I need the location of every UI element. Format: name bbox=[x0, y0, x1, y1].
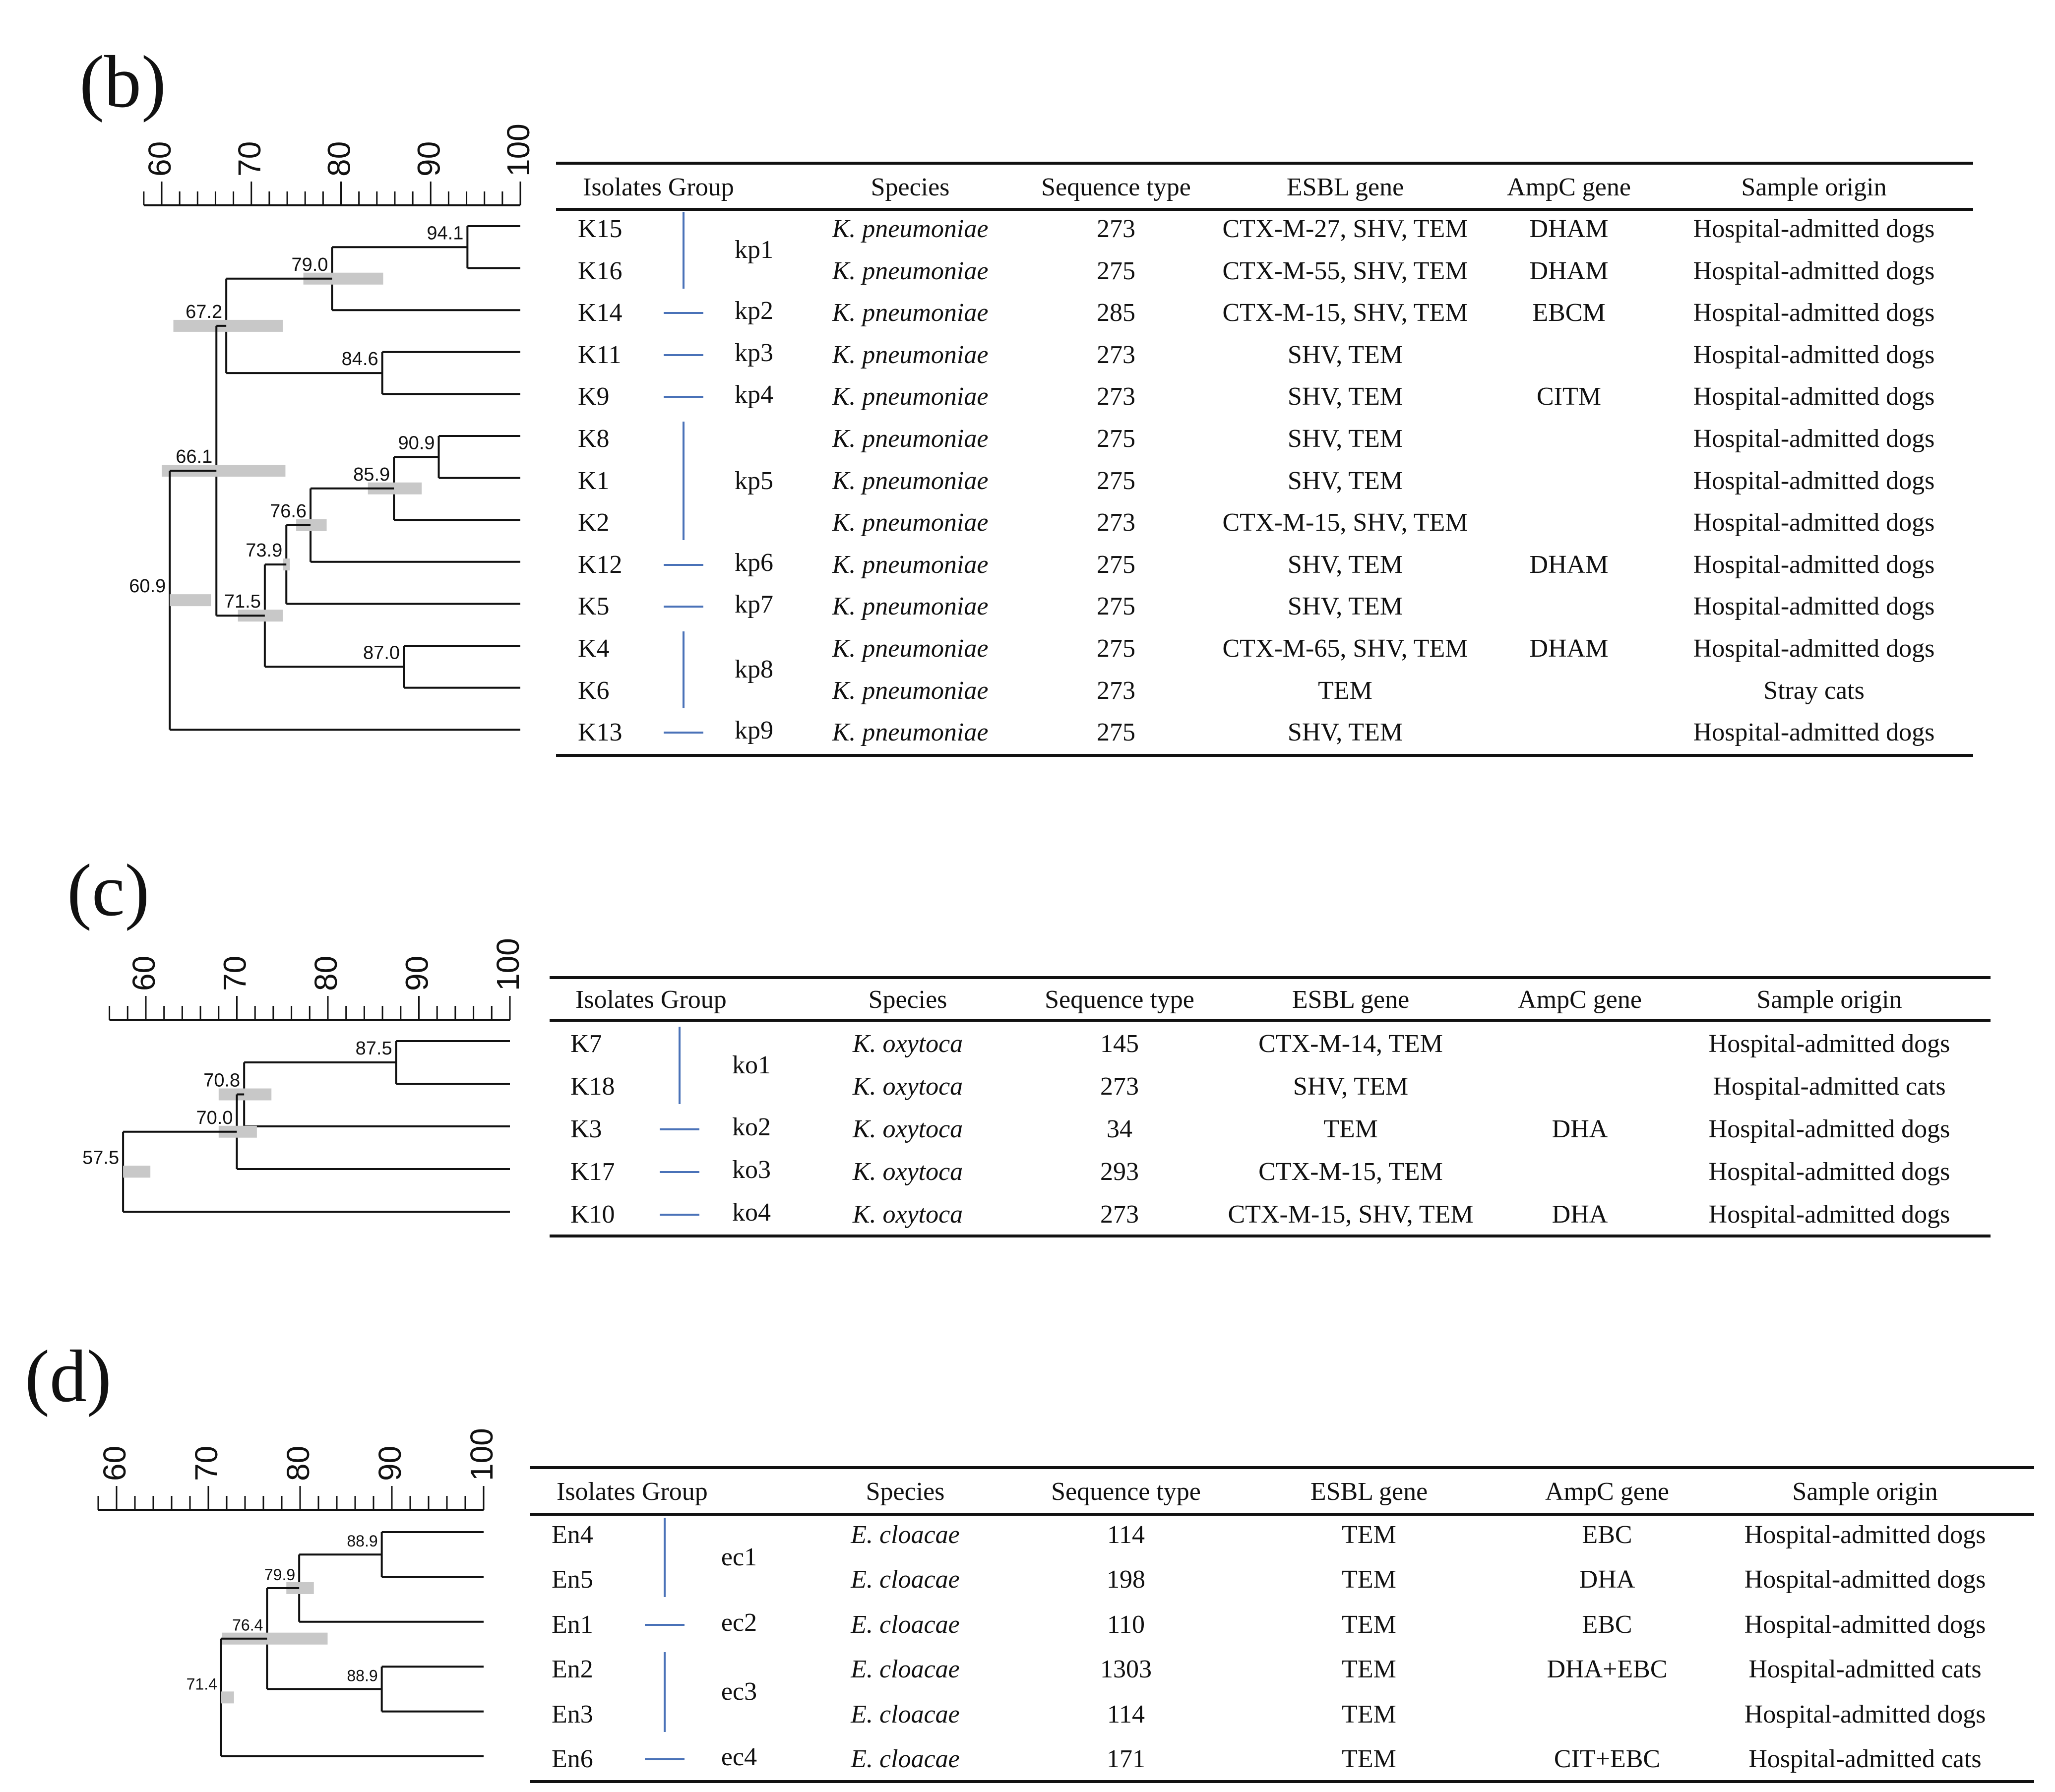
header-sample-origin: Sample origin bbox=[1756, 986, 1902, 1014]
group-bracket bbox=[683, 631, 685, 708]
cell-species: K. pneumoniae bbox=[832, 676, 989, 705]
cell-sequence-type: 273 bbox=[1097, 676, 1135, 705]
group-bracket bbox=[664, 1652, 666, 1731]
group-bracket bbox=[660, 1128, 699, 1130]
cell-isolate: K10 bbox=[570, 1200, 615, 1229]
group-label: ec4 bbox=[721, 1743, 757, 1771]
axis-tick-label: 60 bbox=[126, 955, 162, 991]
cell-sample-origin: Hospital-admitted dogs bbox=[1693, 718, 1935, 747]
node-similarity-label: 76.6 bbox=[270, 500, 307, 522]
axis-tick-label: 100 bbox=[464, 1428, 499, 1481]
cell-species: K. oxytoca bbox=[852, 1030, 963, 1058]
cell-species: K. oxytoca bbox=[852, 1158, 963, 1186]
cell-sequence-type: 293 bbox=[1100, 1158, 1139, 1186]
header-isolates-group: Isolates Group bbox=[583, 173, 734, 201]
cell-species: E. cloacae bbox=[851, 1610, 960, 1639]
cell-species: K. pneumoniae bbox=[832, 340, 989, 369]
group-label: kp1 bbox=[735, 236, 773, 264]
cell-esbl-gene: TEM bbox=[1318, 676, 1372, 705]
group-bracket bbox=[683, 422, 685, 540]
cell-sequence-type: 198 bbox=[1107, 1565, 1145, 1594]
cell-esbl-gene: CTX-M-15, SHV, TEM bbox=[1228, 1200, 1474, 1229]
cell-esbl-gene: TEM bbox=[1342, 1610, 1396, 1639]
cell-isolate: K8 bbox=[578, 425, 610, 453]
cell-species: E. cloacae bbox=[851, 1655, 960, 1684]
group-bracket bbox=[664, 732, 703, 734]
node-similarity-label: 85.9 bbox=[353, 464, 390, 485]
cell-sample-origin: Hospital-admitted cats bbox=[1748, 1655, 1982, 1684]
cell-sample-origin: Hospital-admitted dogs bbox=[1693, 299, 1935, 327]
isolates-table-c bbox=[550, 976, 1991, 1237]
cell-isolate: En5 bbox=[552, 1565, 593, 1594]
group-label: kp7 bbox=[735, 590, 773, 619]
cell-sequence-type: 114 bbox=[1107, 1700, 1145, 1729]
header-isolates-group: Isolates Group bbox=[557, 1478, 708, 1506]
cell-isolate: K11 bbox=[578, 340, 622, 369]
node-similarity-label: 70.0 bbox=[196, 1107, 233, 1128]
axis-tick-label: 70 bbox=[217, 955, 253, 991]
cell-isolate: K2 bbox=[578, 508, 610, 537]
error-bar bbox=[221, 1691, 234, 1703]
cell-isolate: K16 bbox=[578, 256, 623, 285]
header-sequence-type: Sequence type bbox=[1041, 173, 1191, 201]
group-bracket bbox=[660, 1214, 699, 1216]
cell-ampc-gene: DHAM bbox=[1529, 634, 1609, 663]
group-bracket bbox=[664, 354, 703, 356]
axis-tick-label: 90 bbox=[411, 141, 447, 177]
cell-sample-origin: Hospital-admitted dogs bbox=[1744, 1565, 1986, 1594]
node-similarity-label: 60.9 bbox=[129, 576, 166, 597]
group-bracket bbox=[664, 312, 703, 314]
cell-species: K. pneumoniae bbox=[832, 425, 989, 453]
header-ampc-gene: AmpC gene bbox=[1507, 173, 1631, 201]
cell-esbl-gene: SHV, TEM bbox=[1287, 592, 1403, 621]
cell-ampc-gene: DHA+EBC bbox=[1547, 1655, 1668, 1684]
cell-sample-origin: Hospital-admitted dogs bbox=[1693, 382, 1935, 411]
cell-isolate: K17 bbox=[570, 1158, 615, 1186]
axis-tick-label: 60 bbox=[142, 141, 178, 177]
cell-sample-origin: Hospital-admitted dogs bbox=[1693, 592, 1935, 621]
axis-tick-label: 100 bbox=[490, 938, 526, 991]
cell-ampc-gene: EBCM bbox=[1532, 299, 1606, 327]
header-esbl-gene: ESBL gene bbox=[1310, 1478, 1428, 1506]
cell-sample-origin: Hospital-admitted dogs bbox=[1708, 1200, 1950, 1229]
cell-sample-origin: Hospital-admitted dogs bbox=[1693, 634, 1935, 663]
cell-esbl-gene: TEM bbox=[1342, 1521, 1396, 1549]
header-sequence-type: Sequence type bbox=[1051, 1478, 1201, 1506]
group-bracket bbox=[664, 396, 703, 398]
cell-isolate: K12 bbox=[578, 550, 623, 579]
group-bracket bbox=[664, 1518, 666, 1597]
cell-isolate: En3 bbox=[552, 1700, 593, 1729]
cell-species: K. pneumoniae bbox=[832, 718, 989, 747]
group-label: kp9 bbox=[735, 716, 773, 745]
cell-species: K. pneumoniae bbox=[832, 634, 989, 663]
cell-ampc-gene: CITM bbox=[1537, 382, 1601, 411]
node-similarity-label: 87.5 bbox=[355, 1038, 392, 1059]
cell-esbl-gene: CTX-M-27, SHV, TEM bbox=[1222, 215, 1468, 243]
group-label: kp3 bbox=[735, 338, 773, 367]
cell-sequence-type: 114 bbox=[1107, 1521, 1145, 1549]
axis-tick-label: 90 bbox=[399, 955, 435, 991]
node-similarity-label: 87.0 bbox=[363, 642, 400, 664]
header-sample-origin: Sample origin bbox=[1741, 173, 1887, 201]
cell-sequence-type: 285 bbox=[1097, 299, 1135, 327]
node-similarity-label: 66.1 bbox=[176, 446, 213, 468]
node-similarity-label: 94.1 bbox=[427, 223, 464, 244]
axis-tick-label: 100 bbox=[500, 124, 536, 177]
isolates-table-b bbox=[556, 162, 1973, 757]
group-label: ko2 bbox=[732, 1113, 771, 1141]
node-similarity-label: 71.4 bbox=[186, 1675, 217, 1693]
cell-species: K. pneumoniae bbox=[832, 256, 989, 285]
header-species: Species bbox=[868, 986, 947, 1014]
cell-sequence-type: 275 bbox=[1097, 425, 1135, 453]
cell-isolate: K18 bbox=[570, 1072, 615, 1101]
cell-esbl-gene: TEM bbox=[1342, 1655, 1396, 1684]
cell-ampc-gene: DHA bbox=[1552, 1200, 1608, 1229]
cell-isolate: En4 bbox=[552, 1521, 593, 1549]
cell-esbl-gene: SHV, TEM bbox=[1287, 382, 1403, 411]
cell-sample-origin: Hospital-admitted cats bbox=[1748, 1745, 1982, 1773]
group-label: ko3 bbox=[732, 1156, 771, 1184]
group-label: ko1 bbox=[732, 1051, 771, 1079]
cell-sequence-type: 273 bbox=[1097, 340, 1135, 369]
group-label: kp6 bbox=[735, 548, 773, 577]
cell-isolate: K4 bbox=[578, 634, 610, 663]
cell-esbl-gene: CTX-M-55, SHV, TEM bbox=[1222, 256, 1468, 285]
cell-sequence-type: 273 bbox=[1100, 1072, 1139, 1101]
cell-isolate: En6 bbox=[552, 1745, 593, 1773]
cell-ampc-gene: DHA bbox=[1552, 1115, 1608, 1143]
cell-isolate: En2 bbox=[552, 1655, 593, 1684]
cell-esbl-gene: SHV, TEM bbox=[1287, 550, 1403, 579]
cell-species: E. cloacae bbox=[851, 1521, 960, 1549]
cell-isolate: K3 bbox=[570, 1115, 602, 1143]
table-header bbox=[550, 979, 1991, 1022]
cell-ampc-gene: DHA bbox=[1579, 1565, 1635, 1594]
group-bracket bbox=[664, 564, 703, 566]
group-bracket bbox=[683, 212, 685, 289]
cell-ampc-gene: CIT+EBC bbox=[1554, 1745, 1661, 1773]
header-sequence-type: Sequence type bbox=[1045, 986, 1194, 1014]
cell-species: K. pneumoniae bbox=[832, 508, 989, 537]
cell-isolate: K5 bbox=[578, 592, 610, 621]
cell-sequence-type: 275 bbox=[1097, 466, 1135, 495]
cell-species: K. pneumoniae bbox=[832, 382, 989, 411]
cell-species: K. pneumoniae bbox=[832, 550, 989, 579]
cell-ampc-gene: DHAM bbox=[1529, 550, 1609, 579]
node-similarity-label: 90.9 bbox=[398, 433, 435, 454]
cell-isolate: K14 bbox=[578, 299, 623, 327]
group-label: ec3 bbox=[721, 1677, 757, 1706]
cell-sequence-type: 275 bbox=[1097, 550, 1135, 579]
node-similarity-label: 76.4 bbox=[232, 1616, 263, 1634]
cell-isolate: K9 bbox=[578, 382, 610, 411]
cell-sequence-type: 1303 bbox=[1100, 1655, 1152, 1684]
group-bracket bbox=[645, 1624, 685, 1626]
cell-sample-origin: Hospital-admitted dogs bbox=[1744, 1700, 1986, 1729]
node-similarity-label: 88.9 bbox=[347, 1667, 378, 1685]
cell-isolate: En1 bbox=[552, 1610, 593, 1639]
cell-sequence-type: 110 bbox=[1107, 1610, 1145, 1639]
cell-esbl-gene: CTX-M-14, TEM bbox=[1258, 1030, 1443, 1058]
node-similarity-label: 73.9 bbox=[246, 540, 283, 561]
group-label: kp2 bbox=[735, 297, 773, 325]
error-bar bbox=[170, 594, 211, 606]
cell-esbl-gene: SHV, TEM bbox=[1287, 425, 1403, 453]
cell-ampc-gene: DHAM bbox=[1529, 256, 1609, 285]
group-label: kp5 bbox=[735, 466, 773, 495]
cell-isolate: K1 bbox=[578, 466, 610, 495]
cell-sequence-type: 273 bbox=[1097, 508, 1135, 537]
cell-esbl-gene: CTX-M-65, SHV, TEM bbox=[1222, 634, 1468, 663]
cell-sample-origin: Hospital-admitted dogs bbox=[1708, 1030, 1950, 1058]
axis-tick-label: 80 bbox=[280, 1445, 316, 1481]
axis-tick-label: 90 bbox=[372, 1445, 408, 1481]
group-label: ec2 bbox=[721, 1608, 757, 1637]
group-bracket bbox=[679, 1027, 681, 1104]
cell-esbl-gene: SHV, TEM bbox=[1287, 466, 1403, 495]
cell-esbl-gene: SHV, TEM bbox=[1293, 1072, 1409, 1101]
cell-esbl-gene: TEM bbox=[1342, 1700, 1396, 1729]
cell-sequence-type: 34 bbox=[1107, 1115, 1132, 1143]
cell-isolate: K6 bbox=[578, 676, 610, 705]
cell-species: K. pneumoniae bbox=[832, 466, 989, 495]
cell-sample-origin: Hospital-admitted dogs bbox=[1693, 425, 1935, 453]
isolates-table-d bbox=[530, 1466, 2034, 1783]
group-label: ko4 bbox=[732, 1198, 771, 1227]
header-esbl-gene: ESBL gene bbox=[1292, 986, 1410, 1014]
cell-sample-origin: Hospital-admitted dogs bbox=[1744, 1610, 1986, 1639]
axis-tick-label: 70 bbox=[188, 1445, 224, 1481]
cell-isolate: K15 bbox=[578, 215, 623, 243]
cell-species: K. oxytoca bbox=[852, 1200, 963, 1229]
header-species: Species bbox=[866, 1478, 945, 1506]
cell-sample-origin: Hospital-admitted dogs bbox=[1708, 1115, 1950, 1143]
cell-esbl-gene: TEM bbox=[1342, 1745, 1396, 1773]
node-similarity-label: 70.8 bbox=[203, 1070, 241, 1091]
node-similarity-label: 84.6 bbox=[341, 349, 378, 370]
cell-sample-origin: Hospital-admitted dogs bbox=[1693, 466, 1935, 495]
cell-sequence-type: 273 bbox=[1097, 382, 1135, 411]
table-header bbox=[530, 1469, 2034, 1516]
cell-sample-origin: Hospital-admitted dogs bbox=[1693, 340, 1935, 369]
cell-sequence-type: 275 bbox=[1097, 256, 1135, 285]
header-ampc-gene: AmpC gene bbox=[1545, 1478, 1669, 1506]
cell-species: K. oxytoca bbox=[852, 1115, 963, 1143]
node-similarity-label: 79.9 bbox=[264, 1566, 296, 1584]
cell-sample-origin: Hospital-admitted cats bbox=[1713, 1072, 1946, 1101]
cell-species: K. pneumoniae bbox=[832, 592, 989, 621]
axis-tick-label: 80 bbox=[321, 141, 357, 177]
cell-esbl-gene: SHV, TEM bbox=[1287, 340, 1403, 369]
node-similarity-label: 79.0 bbox=[291, 254, 328, 275]
cell-species: E. cloacae bbox=[851, 1565, 960, 1594]
cell-esbl-gene: CTX-M-15, SHV, TEM bbox=[1222, 299, 1468, 327]
panel-label-c: (c) bbox=[67, 849, 150, 931]
group-label: kp8 bbox=[735, 655, 773, 684]
cell-sequence-type: 145 bbox=[1100, 1030, 1139, 1058]
axis-tick-label: 80 bbox=[308, 955, 344, 991]
header-isolates-group: Isolates Group bbox=[575, 986, 727, 1014]
cell-esbl-gene: TEM bbox=[1323, 1115, 1378, 1143]
cell-sample-origin: Hospital-admitted dogs bbox=[1693, 256, 1935, 285]
cell-sample-origin: Hospital-admitted dogs bbox=[1744, 1521, 1986, 1549]
cell-sample-origin: Hospital-admitted dogs bbox=[1708, 1158, 1950, 1186]
node-similarity-label: 67.2 bbox=[186, 301, 223, 322]
cell-sequence-type: 275 bbox=[1097, 634, 1135, 663]
cell-sequence-type: 273 bbox=[1097, 215, 1135, 243]
cell-isolate: K13 bbox=[578, 718, 623, 747]
error-bar bbox=[123, 1166, 150, 1177]
group-bracket bbox=[645, 1758, 685, 1760]
cell-sample-origin: Hospital-admitted dogs bbox=[1693, 215, 1935, 243]
cell-sequence-type: 273 bbox=[1100, 1200, 1139, 1229]
cell-sequence-type: 275 bbox=[1097, 592, 1135, 621]
node-similarity-label: 88.9 bbox=[347, 1532, 378, 1550]
header-ampc-gene: AmpC gene bbox=[1518, 986, 1642, 1014]
node-similarity-label: 57.5 bbox=[82, 1147, 120, 1169]
panel-label-b: (b) bbox=[79, 41, 166, 123]
group-bracket bbox=[660, 1171, 699, 1173]
cell-sequence-type: 171 bbox=[1107, 1745, 1145, 1773]
panel-label-d: (d) bbox=[25, 1335, 112, 1418]
cell-species: K. oxytoca bbox=[852, 1072, 963, 1101]
cell-esbl-gene: CTX-M-15, SHV, TEM bbox=[1222, 508, 1468, 537]
axis-tick-label: 70 bbox=[231, 141, 267, 177]
group-label: kp4 bbox=[735, 380, 773, 409]
cell-esbl-gene: SHV, TEM bbox=[1287, 718, 1403, 747]
cell-sample-origin: Hospital-admitted dogs bbox=[1693, 508, 1935, 537]
axis-tick-label: 60 bbox=[97, 1445, 132, 1481]
cell-ampc-gene: EBC bbox=[1582, 1610, 1632, 1639]
cell-ampc-gene: EBC bbox=[1582, 1521, 1632, 1549]
header-esbl-gene: ESBL gene bbox=[1286, 173, 1404, 201]
cell-esbl-gene: TEM bbox=[1342, 1565, 1396, 1594]
cell-species: E. cloacae bbox=[851, 1700, 960, 1729]
header-species: Species bbox=[871, 173, 950, 201]
group-label: ec1 bbox=[721, 1543, 757, 1572]
cell-species: K. pneumoniae bbox=[832, 215, 989, 243]
cell-esbl-gene: CTX-M-15, TEM bbox=[1258, 1158, 1443, 1186]
node-similarity-label: 71.5 bbox=[224, 591, 261, 613]
cell-sequence-type: 275 bbox=[1097, 718, 1135, 747]
cell-species: K. pneumoniae bbox=[832, 299, 989, 327]
cell-species: E. cloacae bbox=[851, 1745, 960, 1773]
cell-isolate: K7 bbox=[570, 1030, 602, 1058]
cell-sample-origin: Stray cats bbox=[1763, 676, 1865, 705]
cell-sample-origin: Hospital-admitted dogs bbox=[1693, 550, 1935, 579]
cell-ampc-gene: DHAM bbox=[1529, 215, 1609, 243]
group-bracket bbox=[664, 606, 703, 608]
header-sample-origin: Sample origin bbox=[1792, 1478, 1938, 1506]
table-header bbox=[556, 165, 1973, 211]
